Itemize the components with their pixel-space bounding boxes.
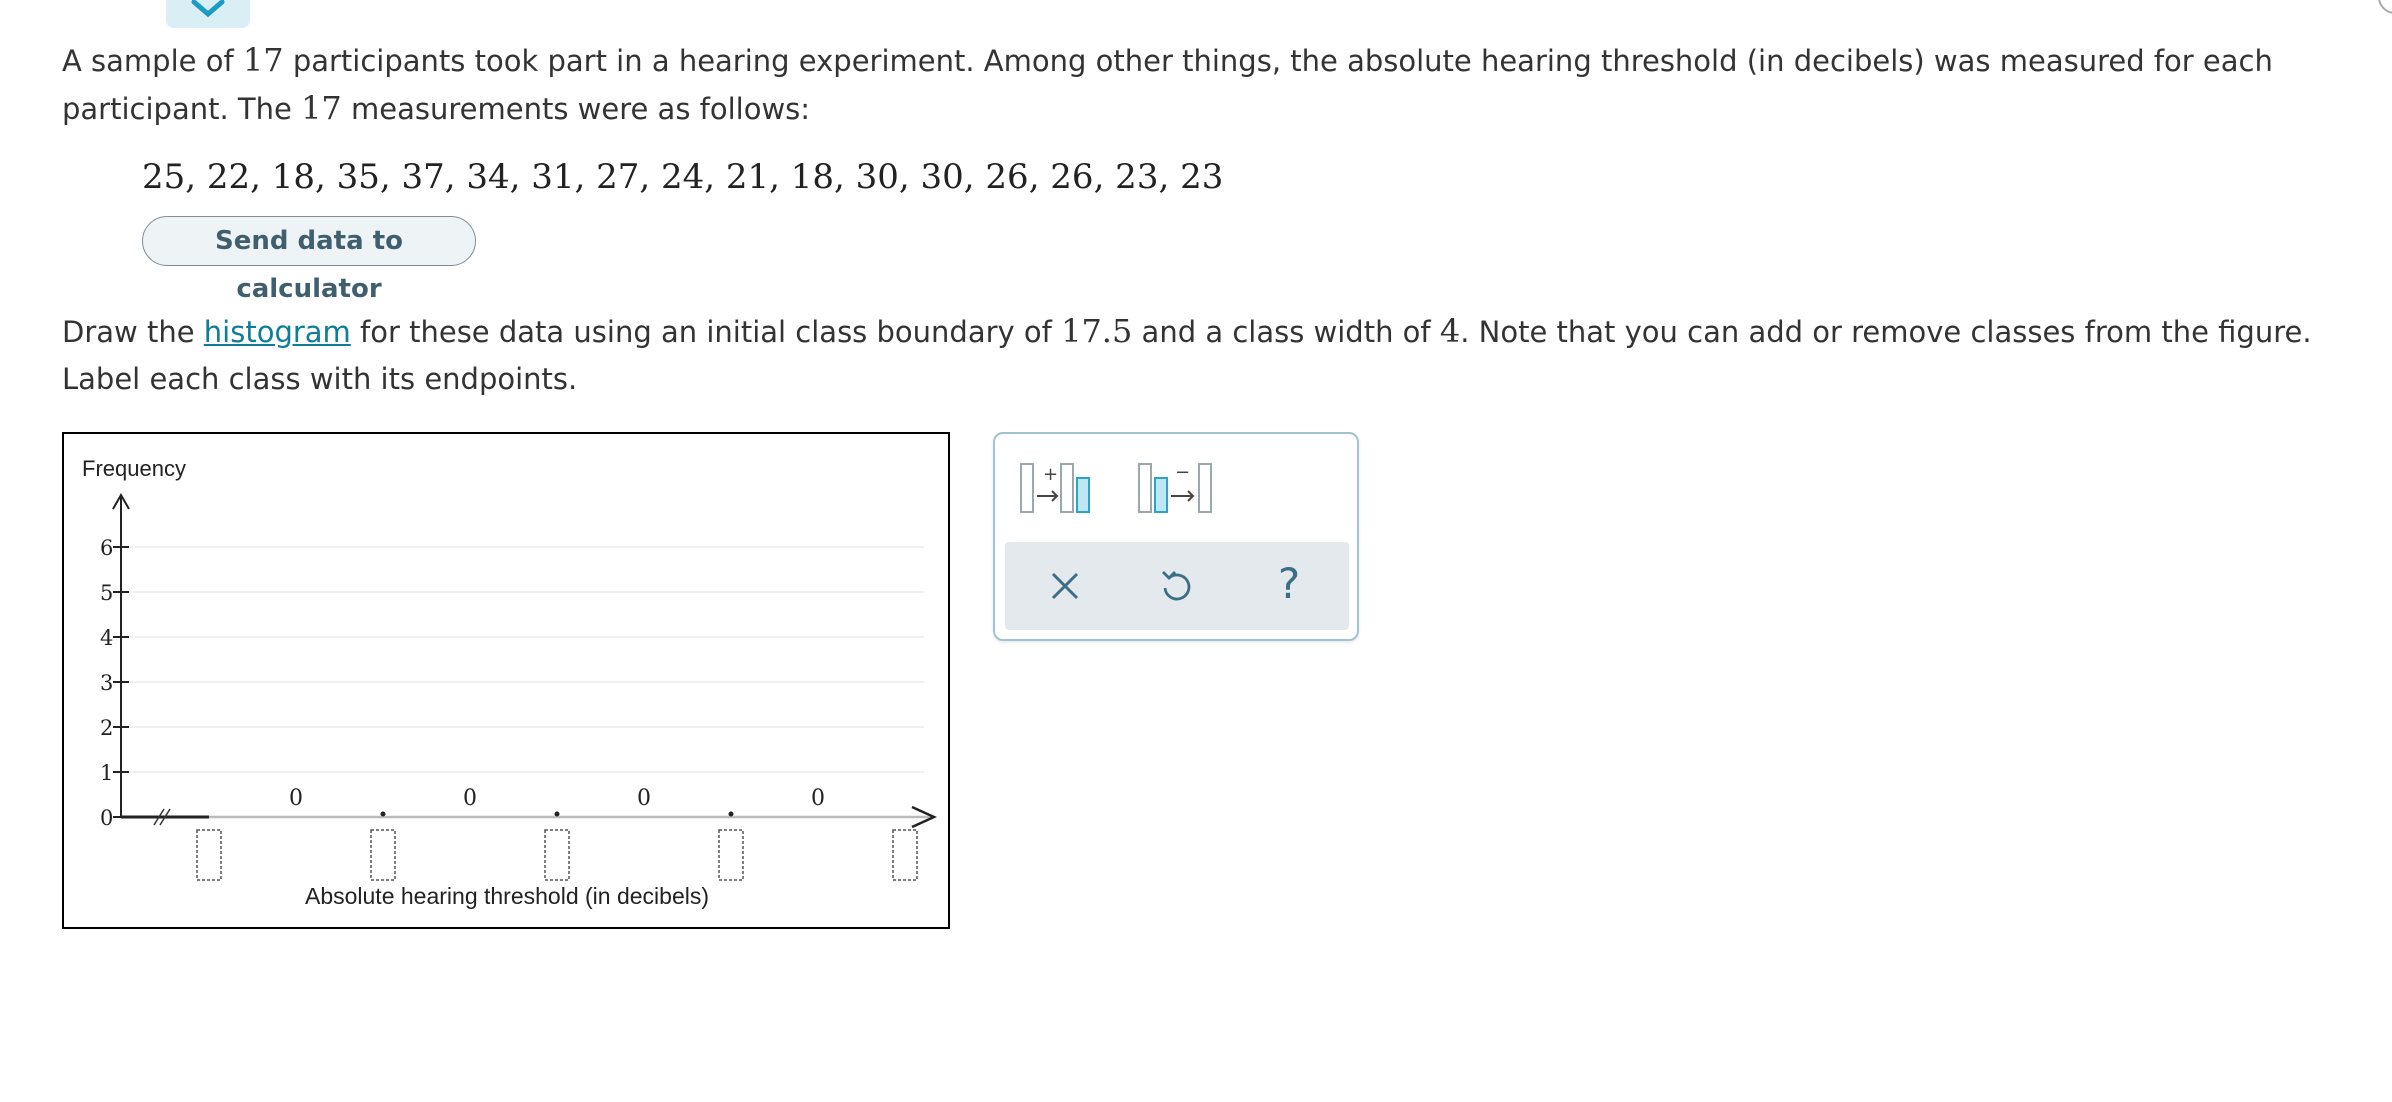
intro-text-c: measurements were as follows:	[341, 92, 811, 126]
class-endpoint-input[interactable]	[197, 830, 221, 880]
close-icon	[1043, 564, 1087, 608]
chevron-down-icon	[190, 0, 226, 20]
remove-class-icon	[1137, 456, 1227, 516]
svg-text:−: −	[1175, 462, 1191, 483]
undo-button[interactable]	[1155, 564, 1199, 608]
class-boundary-point[interactable]	[555, 812, 560, 817]
y-tick-label: 2	[100, 716, 114, 740]
remove-class-button[interactable]	[1137, 456, 1227, 520]
instr-text-d: . Note that you can add or remove classes from the figure. Label each class with its endpoints.	[62, 315, 2312, 396]
histogram-canvas[interactable]	[64, 434, 952, 931]
instructions	[62, 308, 2342, 403]
sample-size: 17	[242, 41, 284, 79]
y-tick-label: 5	[100, 581, 114, 605]
problem-statement	[62, 37, 2342, 133]
bar-frequency-label[interactable]: 0	[289, 786, 303, 811]
class-endpoint-input[interactable]	[545, 830, 569, 880]
measurement-count: 17	[301, 89, 342, 127]
data-values: 25, 22, 18, 35, 37, 34, 31, 27, 24, 21, 18, 30, 30, 26, 26, 23, 23	[142, 157, 1224, 197]
y-tick-label: 1	[100, 761, 114, 785]
instr-text-a: Draw the	[62, 315, 204, 349]
bar-frequency-label[interactable]: 0	[637, 786, 651, 811]
class-endpoint-input[interactable]	[371, 830, 395, 880]
clear-button[interactable]	[1043, 564, 1087, 608]
y-tick-label: 3	[100, 671, 114, 695]
y-tick-label: 4	[100, 626, 114, 650]
action-bar	[1005, 542, 1349, 630]
svg-text:+: +	[1043, 464, 1059, 485]
x-axis-title: Absolute hearing threshold (in decibels)	[304, 883, 710, 909]
add-class-button[interactable]	[1019, 456, 1099, 520]
y-tick-label: 0	[100, 806, 114, 830]
histogram-link[interactable]: histogram	[203, 315, 351, 349]
class-endpoint-input[interactable]	[719, 830, 743, 880]
class-width: 4	[1439, 312, 1461, 350]
bar-frequency-label[interactable]: 0	[463, 786, 477, 811]
histogram-graph[interactable]	[62, 432, 950, 929]
instr-text-b: for these data using an initial class boundary of	[350, 315, 1062, 349]
intro-text-b: participants took part in a hearing experiment. Among other things, the absolute hearing threshold (in decibels) was measured for each participant. The	[62, 44, 2273, 126]
intro-text-a: A sample of	[62, 44, 243, 78]
class-endpoint-input[interactable]	[893, 830, 917, 880]
corner-decoration	[2378, 0, 2392, 14]
help-button[interactable]: ?	[1277, 559, 1301, 608]
bar-frequency-label[interactable]: 0	[811, 786, 825, 811]
instr-text-c: and a class width of	[1132, 315, 1440, 349]
collapse-tab[interactable]	[166, 0, 250, 28]
undo-icon	[1155, 564, 1199, 608]
initial-boundary: 17.5	[1061, 312, 1133, 350]
y-axis-title: Frequency	[82, 456, 186, 481]
class-boundary-point[interactable]	[729, 812, 734, 817]
send-to-calculator-button[interactable]: Send data to calculator	[142, 216, 476, 266]
add-class-icon	[1019, 456, 1099, 516]
class-boundary-point[interactable]	[381, 812, 386, 817]
y-tick-label: 6	[100, 536, 114, 560]
histogram-tools-panel	[993, 432, 1359, 641]
